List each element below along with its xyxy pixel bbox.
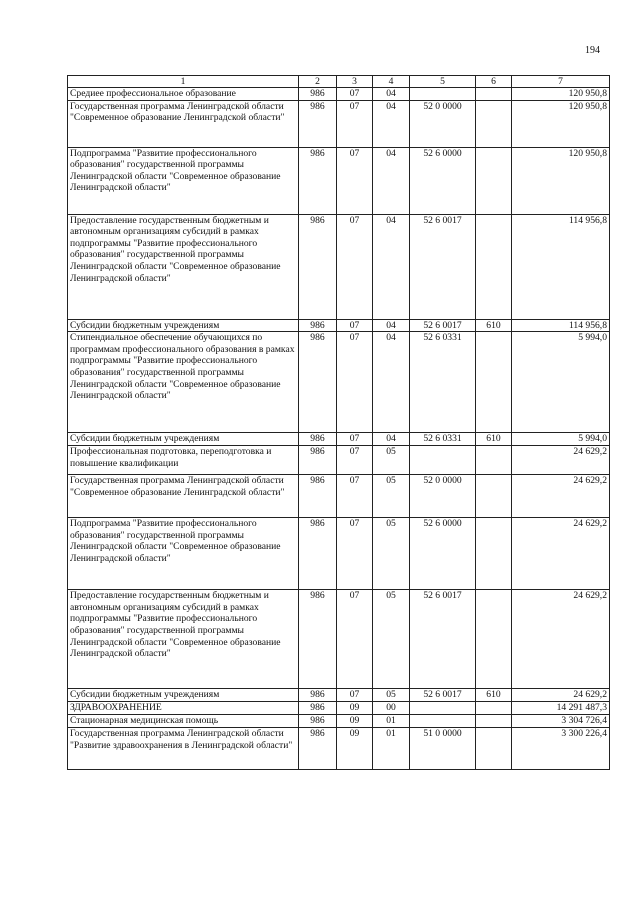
cell-value: 52 6 0331 — [410, 332, 476, 433]
cell-value: 07 — [337, 475, 373, 518]
cell-value: 986 — [299, 332, 337, 433]
cell-amount: 114 956,8 — [512, 319, 610, 332]
cell-value — [476, 214, 512, 319]
page-number: 194 — [585, 45, 600, 56]
cell-value: 52 0 0000 — [410, 100, 476, 147]
row-name: Субсидии бюджетным учреждениям — [68, 319, 299, 332]
cell-value: 07 — [337, 433, 373, 446]
table-row — [68, 728, 610, 770]
cell-value: 986 — [299, 728, 337, 770]
cell-value: 610 — [476, 319, 512, 332]
cell-value — [410, 715, 476, 728]
row-name: Субсидии бюджетным учреждениям — [68, 689, 299, 702]
cell-value: 986 — [299, 88, 337, 101]
table-row — [68, 332, 610, 433]
cell-value: 04 — [373, 433, 410, 446]
cell-amount: 24 629,2 — [512, 590, 610, 689]
cell-value: 610 — [476, 689, 512, 702]
column-header: 6 — [476, 76, 512, 88]
cell-value — [410, 88, 476, 101]
column-header: 4 — [373, 76, 410, 88]
cell-value: 00 — [373, 702, 410, 715]
cell-value: 986 — [299, 702, 337, 715]
cell-value — [476, 446, 512, 475]
row-name: Подпрограмма "Развитие профессионального образования" государственной программы Ленинградской области "Современное образование Ленинградской области" — [68, 147, 299, 214]
cell-value: 986 — [299, 433, 337, 446]
cell-value: 986 — [299, 689, 337, 702]
cell-value: 52 6 0000 — [410, 147, 476, 214]
cell-value: 04 — [373, 332, 410, 433]
row-name: Профессиональная подготовка, переподготовка и повышение квалификации — [68, 446, 299, 475]
cell-value — [476, 475, 512, 518]
table-row — [68, 446, 610, 475]
table-row — [68, 100, 610, 147]
cell-value: 52 6 0017 — [410, 319, 476, 332]
row-name: ЗДРАВООХРАНЕНИЕ — [68, 702, 299, 715]
cell-value — [476, 702, 512, 715]
cell-value: 01 — [373, 715, 410, 728]
row-name: Государственная программа Ленинградской области "Современное образование Ленинградской области" — [68, 100, 299, 147]
cell-value — [476, 518, 512, 590]
header-row — [68, 76, 610, 88]
cell-value: 986 — [299, 100, 337, 147]
cell-value: 07 — [337, 100, 373, 147]
cell-value: 05 — [373, 590, 410, 689]
budget-table — [67, 75, 610, 770]
row-name: Стационарная медицинская помощь — [68, 715, 299, 728]
cell-value: 07 — [337, 147, 373, 214]
cell-value: 986 — [299, 319, 337, 332]
cell-amount: 5 994,0 — [512, 332, 610, 433]
table-row — [68, 518, 610, 590]
table-row — [68, 590, 610, 689]
cell-value: 05 — [373, 475, 410, 518]
cell-value: 52 0 0000 — [410, 475, 476, 518]
cell-amount: 5 994,0 — [512, 433, 610, 446]
cell-value: 09 — [337, 702, 373, 715]
cell-value — [476, 728, 512, 770]
cell-amount: 120 950,8 — [512, 88, 610, 101]
cell-value: 07 — [337, 214, 373, 319]
cell-value: 07 — [337, 332, 373, 433]
table-row — [68, 214, 610, 319]
cell-value: 07 — [337, 689, 373, 702]
cell-amount: 24 629,2 — [512, 475, 610, 518]
cell-value — [476, 88, 512, 101]
column-header: 7 — [512, 76, 610, 88]
table-row — [68, 147, 610, 214]
cell-value: 07 — [337, 590, 373, 689]
row-name: Государственная программа Ленинградской области "Современное образование Ленинградской области" — [68, 475, 299, 518]
cell-value: 04 — [373, 100, 410, 147]
table-row — [68, 715, 610, 728]
cell-value: 07 — [337, 319, 373, 332]
cell-value: 986 — [299, 590, 337, 689]
cell-value — [410, 446, 476, 475]
cell-value: 07 — [337, 518, 373, 590]
cell-value: 04 — [373, 319, 410, 332]
cell-value: 09 — [337, 728, 373, 770]
cell-value: 986 — [299, 147, 337, 214]
table-row — [68, 702, 610, 715]
cell-amount: 114 956,8 — [512, 214, 610, 319]
cell-value: 04 — [373, 147, 410, 214]
cell-value — [476, 100, 512, 147]
table-row — [68, 319, 610, 332]
cell-value: 04 — [373, 214, 410, 319]
cell-value — [476, 590, 512, 689]
table-row — [68, 689, 610, 702]
cell-value: 52 6 0017 — [410, 689, 476, 702]
cell-amount: 14 291 487,3 — [512, 702, 610, 715]
cell-value: 05 — [373, 518, 410, 590]
cell-amount: 24 629,2 — [512, 689, 610, 702]
cell-amount: 24 629,2 — [512, 518, 610, 590]
cell-value — [476, 715, 512, 728]
column-header: 1 — [68, 76, 299, 88]
cell-value — [476, 147, 512, 214]
cell-value: 51 0 0000 — [410, 728, 476, 770]
cell-value: 610 — [476, 433, 512, 446]
table-row — [68, 475, 610, 518]
row-name: Субсидии бюджетным учреждениям — [68, 433, 299, 446]
row-name: Подпрограмма "Развитие профессионального образования" государственной программы Ленинградской области "Современное образование Ленинградской области" — [68, 518, 299, 590]
cell-amount: 3 300 226,4 — [512, 728, 610, 770]
cell-value: 52 6 0000 — [410, 518, 476, 590]
row-name: Стипендиальное обеспечение обучающихся по программам профессионального образования в рамках подпрограммы "Развитие профессионального образования" государственной программы Ленинградской области "Современное образование Ленинградской области" — [68, 332, 299, 433]
cell-value: 09 — [337, 715, 373, 728]
cell-value: 07 — [337, 446, 373, 475]
column-header: 5 — [410, 76, 476, 88]
cell-value: 52 6 0331 — [410, 433, 476, 446]
cell-amount: 120 950,8 — [512, 100, 610, 147]
cell-value: 04 — [373, 88, 410, 101]
column-header: 2 — [299, 76, 337, 88]
row-name: Средиее профессиональное образование — [68, 88, 299, 101]
cell-value: 52 6 0017 — [410, 590, 476, 689]
cell-amount: 24 629,2 — [512, 446, 610, 475]
cell-value: 01 — [373, 728, 410, 770]
cell-value: 07 — [337, 88, 373, 101]
cell-value: 05 — [373, 446, 410, 475]
table-row — [68, 433, 610, 446]
row-name: Предоставление государственным бюджетным и автономным организациям субсидий в рамках подпрограммы "Развитие профессионального образования" государственной программы Ленинградской области "Современное образование Ленинградской области" — [68, 214, 299, 319]
cell-value: 986 — [299, 214, 337, 319]
cell-value: 52 6 0017 — [410, 214, 476, 319]
cell-value: 986 — [299, 518, 337, 590]
column-header: 3 — [337, 76, 373, 88]
row-name: Государственная программа Ленинградской области "Развитие здравоохранения в Ленинградской области" — [68, 728, 299, 770]
cell-value: 986 — [299, 715, 337, 728]
cell-value — [476, 332, 512, 433]
row-name: Предоставление государственным бюджетным и автономным организациям субсидий в рамках подпрограммы "Развитие профессионального образования" государственной программы Ленинградской области "Современное образование Ленинградской области" — [68, 590, 299, 689]
cell-amount: 3 304 726,4 — [512, 715, 610, 728]
table-row — [68, 88, 610, 101]
cell-value — [410, 702, 476, 715]
cell-value: 05 — [373, 689, 410, 702]
cell-value: 986 — [299, 475, 337, 518]
cell-amount: 120 950,8 — [512, 147, 610, 214]
cell-value: 986 — [299, 446, 337, 475]
